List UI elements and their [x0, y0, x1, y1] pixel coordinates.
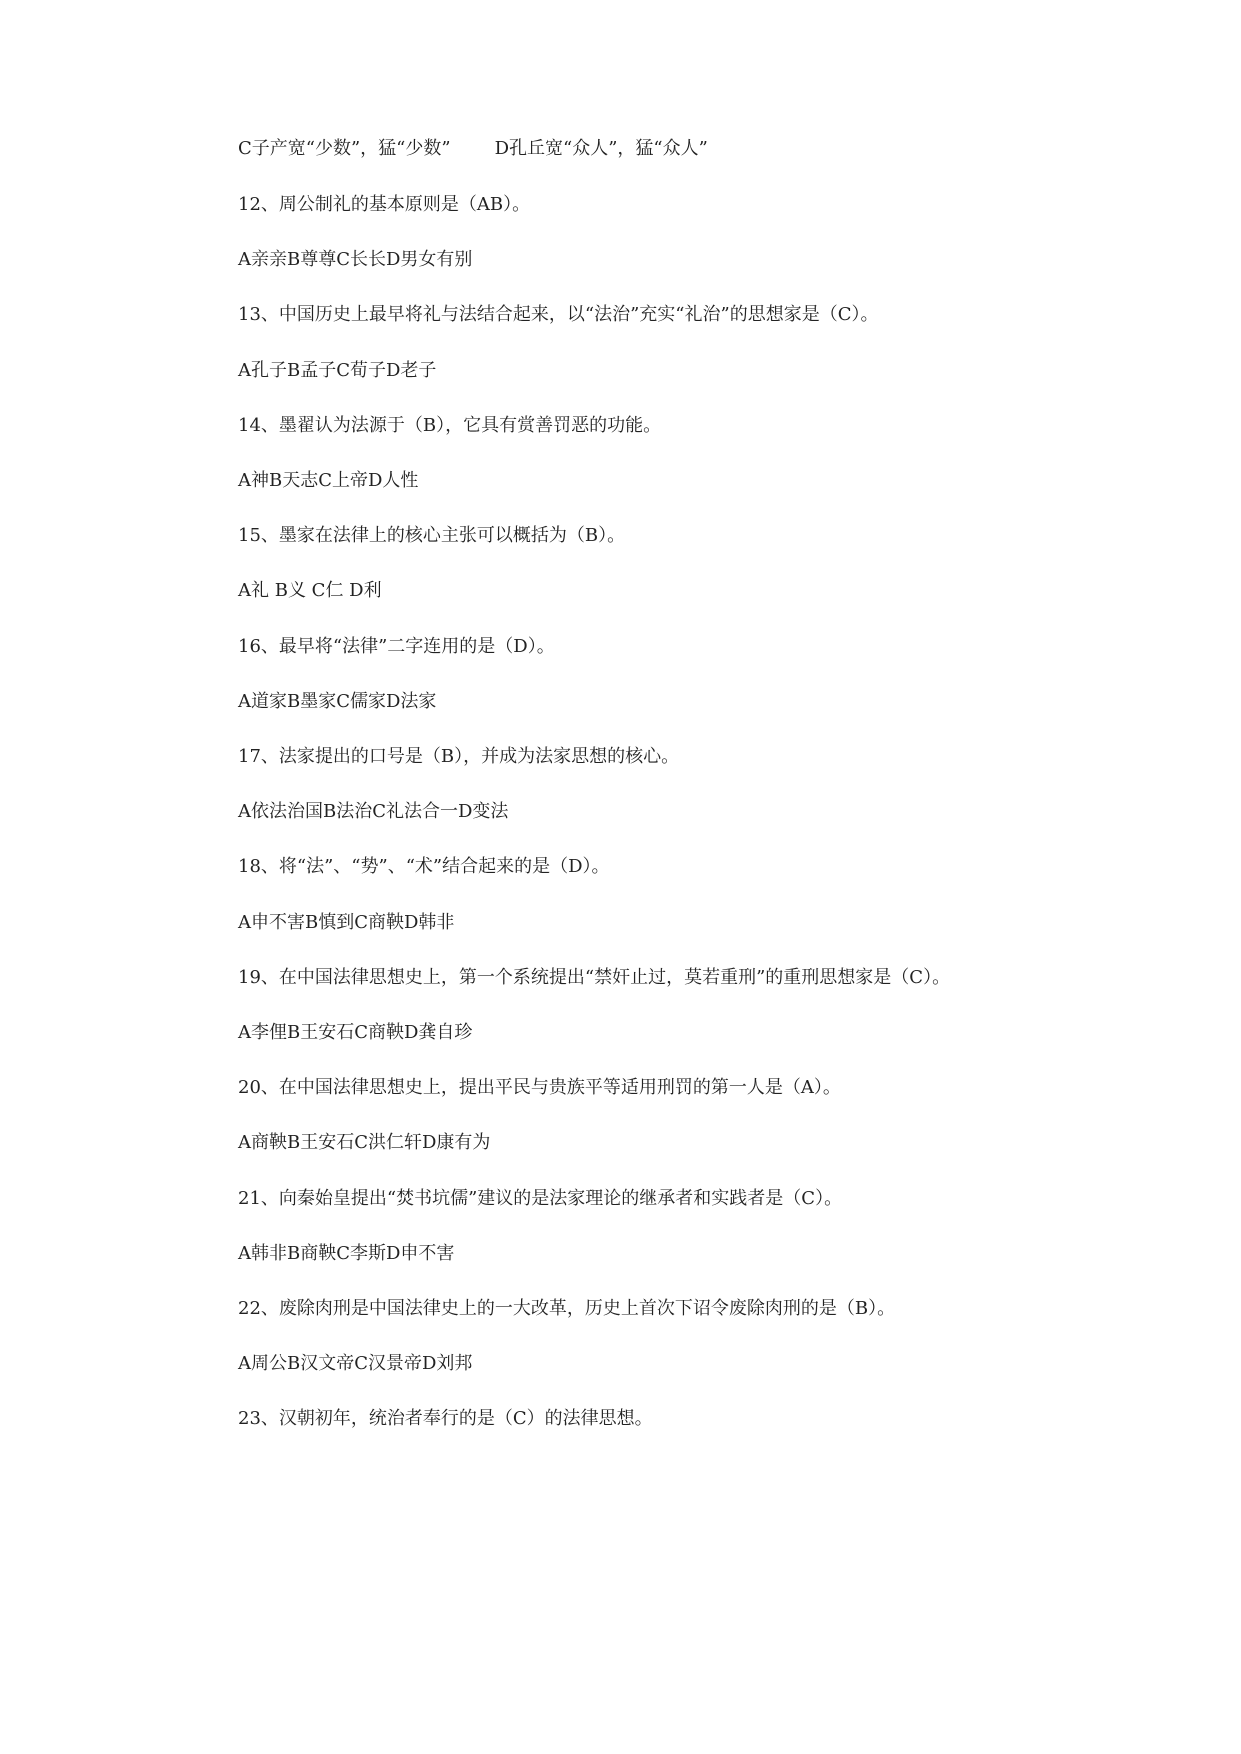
question-text: 13、中国历史上最早将礼与法结合起来，以“法治”充实“礼治”的思想家是（C）。: [238, 304, 879, 325]
options-text: A道家B墨家C儒家D法家: [238, 691, 437, 712]
options-text: A亲亲B尊尊C长长D男女有别: [238, 249, 473, 270]
question-text: 12、周公制礼的基本原则是（AB）。: [238, 194, 531, 215]
options-text: A韩非B商鞅C李斯D申不害: [238, 1243, 455, 1264]
options-text: A商鞅B王安石C洪仁轩D康有为: [238, 1132, 491, 1153]
question-text: 20、在中国法律思想史上，提出平民与贵族平等适用刑罚的第一人是（A）。: [238, 1077, 841, 1098]
options-line-11: [238, 137, 708, 161]
question-text: 21、向秦始皇提出“焚书坑儒”建议的是法家理论的继承者和实践者是（C）。: [238, 1188, 843, 1209]
question-text: 17、法家提出的口号是（B），并成为法家思想的核心。: [238, 746, 680, 767]
option-c-text: C子产宽“少数”，猛“少数”: [238, 138, 451, 159]
options-text: A依法治国B法治C礼法合一D变法: [238, 801, 509, 822]
question-text: 23、汉朝初年，统治者奉行的是（C）的法律思想。: [238, 1408, 653, 1429]
options-text: A周公B汉文帝C汉景帝D刘邦: [238, 1353, 473, 1374]
question-text: 22、废除肉刑是中国法律史上的一大改革，历史上首次下诏令废除肉刑的是（B）。: [238, 1298, 896, 1319]
options-text: A李俚B王安石C商鞅D龚自珍: [238, 1022, 473, 1043]
question-text: 14、墨翟认为法源于（B），它具有赏善罚恶的功能。: [238, 415, 662, 436]
options-text: A神B天志C上帝D人性: [238, 470, 419, 491]
options-text: A申不害B慎到C商鞅D韩非: [238, 912, 455, 933]
option-d-text: D孔丘宽“众人”，猛“众人”: [494, 138, 708, 159]
question-text: 18、将“法”、“势”、“术”结合起来的是（D）。: [238, 856, 610, 877]
question-text: 19、在中国法律思想史上，第一个系统提出“禁奸止过，莫若重刑”的重刑思想家是（C）。: [238, 967, 951, 988]
question-text: 16、最早将“法律”二字连用的是（D）。: [238, 636, 555, 657]
question-text: 15、墨家在法律上的核心主张可以概括为（B）。: [238, 525, 626, 546]
options-text: A礼 B义 C仁 D利: [238, 580, 382, 601]
options-text: A孔子B孟子C荀子D老子: [238, 360, 437, 381]
